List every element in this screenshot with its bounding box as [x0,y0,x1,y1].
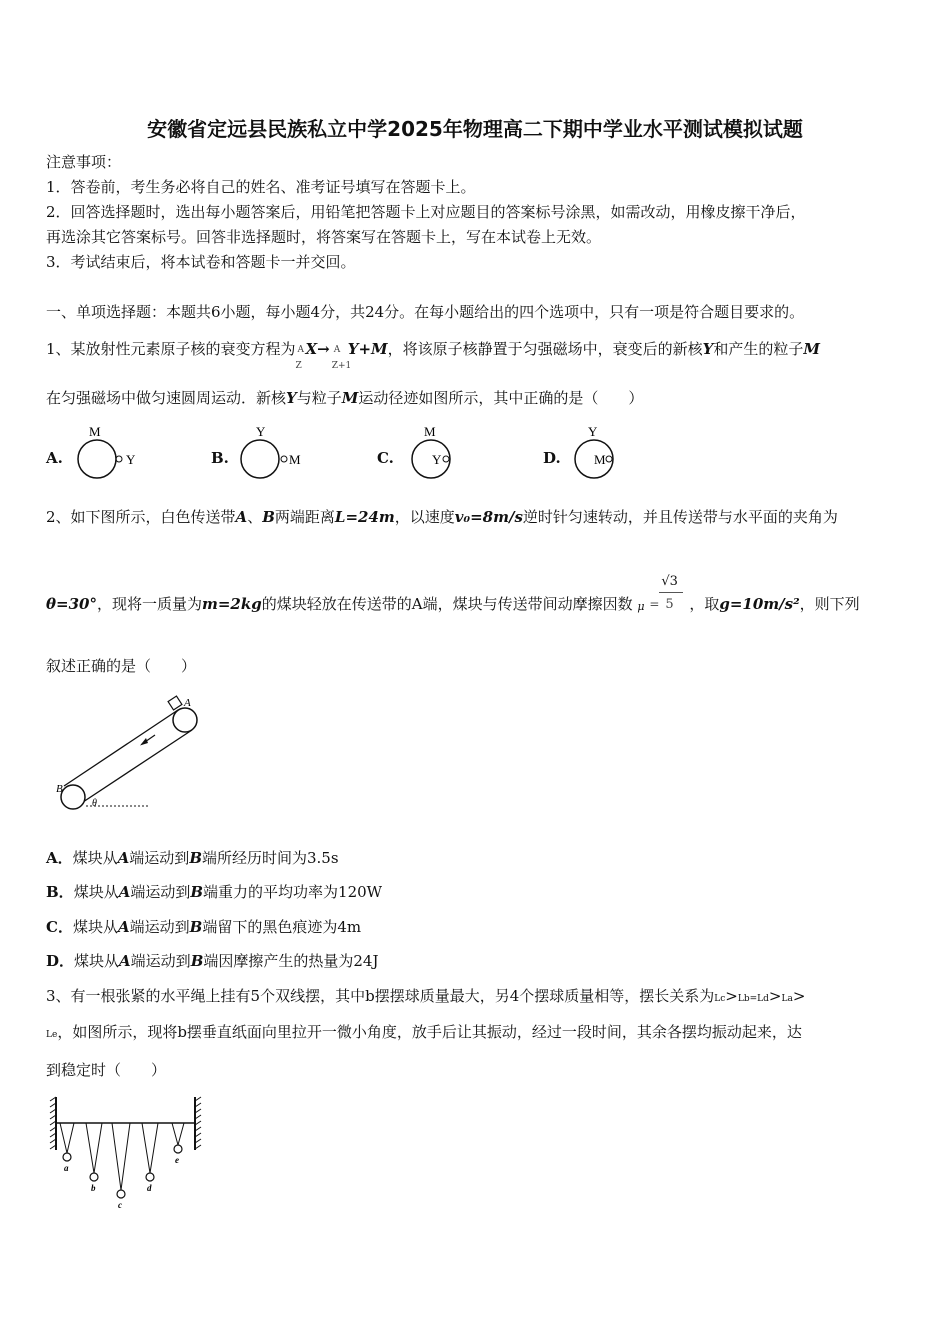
q2-line-3: 叙述正确的是（ ） [46,657,197,675]
notice-item-3: 3．考试结束后，将本试卷和答题卡一并交回。 [46,253,356,271]
pendulum-figure [48,1095,208,1210]
q1-option-c-figure [408,420,488,485]
notice-heading: 注意事项： [46,153,122,171]
pendulum-label-c: c [118,1200,122,1210]
q1-lead: 1、某放射性元素原子核的衰变方程为 [46,340,296,358]
notice-item-2b: 再选涂其它答案标号。回答非选择题时，将答案写在答题卡上，写在本试卷上无效。 [46,228,602,246]
q2-line-1: 2、如下图所示，白色传送带A、B两端距离L=24m，以速度v₀=8m/s逆时针匀速转动，并且传送带与水平面的夹角为 [46,508,838,526]
q3-line-2: Le，如图所示，现将b摆垂直纸面向里拉开一微小角度，放手后让其振动，经过一段时间，其余各摆均振动起来，达 [46,1023,802,1041]
q2-option-d: D．煤块从A端运动到B端因摩擦产生的热量为24J [46,952,379,970]
q1-option-c-label: C. [377,449,394,467]
q1-option-d-label: D. [543,449,561,467]
conveyor-belt-figure [50,690,220,820]
section-heading: 一、单项选择题：本题共6小题，每小题4分，共24分。在每小题给出的四个选项中，只有一项是符合题目要求的。 [46,303,805,321]
q2-option-c: C．煤块从A端运动到B端留下的黑色痕迹为4m [46,918,362,936]
q1-a-side-label: Y [126,452,136,467]
q3-line-1: 3、有一根张紧的水平绳上挂有5个双线摆，其中b摆摆球质量最大，另4个摆球质量相等，摆长关系为Lc>Lb=Ld>La> [46,987,806,1005]
q2-mu-fraction: μ = √3 5 [637,594,689,614]
svg-text:M: M [594,452,606,467]
q3-line-3: 到稳定时（ ） [46,1061,167,1079]
q1-option-a-figure [70,420,150,485]
svg-text:Y: Y [256,424,266,439]
q1-a-top-label: M [89,424,101,439]
q1-option-b-figure [235,420,315,485]
notice-item-1: 1．答卷前，考生务必将自己的姓名、准考证号填写在答题卡上。 [46,178,476,196]
svg-text:Y: Y [588,424,598,439]
pendulum-label-d: d [147,1183,152,1193]
q1-option-b-label: B. [211,449,229,467]
svg-text:M: M [424,424,436,439]
belt-end-b-label: B [56,783,63,795]
q2-option-a: A．煤块从A端运动到B端所经历时间为3.5s [46,849,339,867]
svg-text:M: M [289,452,301,467]
q2-option-b: B．煤块从A端运动到B端重力的平均功率为120W [46,883,383,901]
belt-angle-label: θ [92,798,97,809]
q1-eq-rest: Y+M [347,340,388,358]
notice-item-2a: 2．回答选择题时，选出每小题答案后，用铅笔把答题卡上对应题目的答案标号涂黑，如需改动，用橡皮擦干净后， [46,203,806,221]
q1-option-a-label: A. [46,449,63,467]
pendulum-label-b: b [91,1183,96,1193]
pendulum-label-e: e [175,1155,179,1165]
pendulum-label-a: a [64,1163,69,1173]
q1-line-1: 1、某放射性元素原子核的衰变方程为 A Z X→ A Z+1 Y+M，将该原子核静置于匀强磁场中，衰变后的新核Y和产生的粒子M [46,340,821,371]
q1-line-2: 在匀强磁场中做匀速圆周运动．新核Y与粒子M运动径迹如图所示，其中正确的是（ ） [46,389,644,407]
q2-line-2: θ=30°，现将一质量为m=2kg的煤块轻放在传送带的A端，煤块与传送带间动摩擦因数 μ = √3 5 ，取g=10m/s²，则下列 [46,574,860,613]
svg-text:Y: Y [432,452,442,467]
q1-option-d-figure [570,420,650,485]
belt-end-a-label: A [184,697,191,709]
q1-eq-x: X→ [305,340,330,358]
page-title: 安徽省定远县民族私立中学2025年物理高二下期中学业水平测试模拟试题 [147,117,803,141]
